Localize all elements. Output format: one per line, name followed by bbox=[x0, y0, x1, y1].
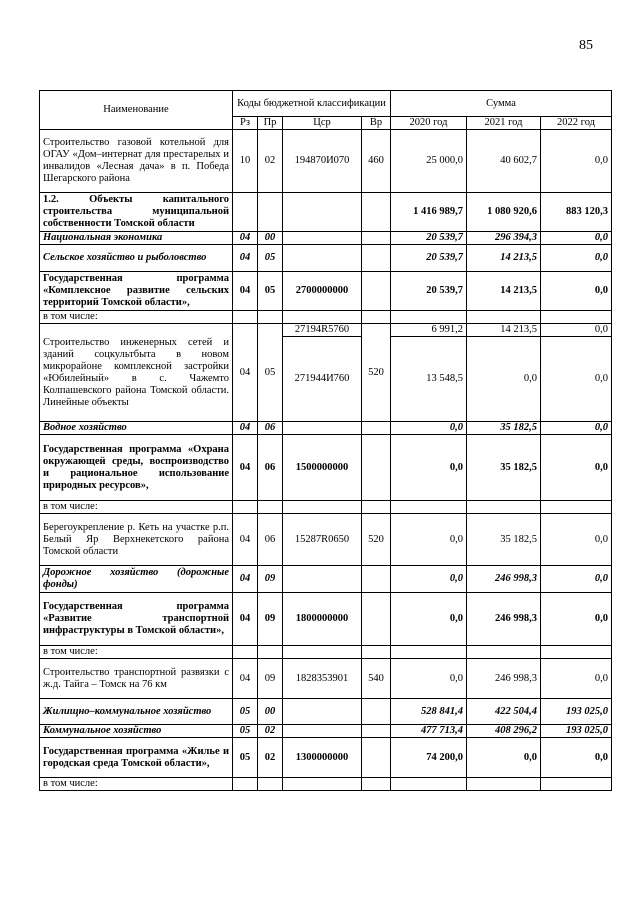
row-pr: 05 bbox=[258, 324, 283, 422]
row-name: Сельское хозяйство и рыболовство bbox=[40, 245, 233, 272]
row-rz: 10 bbox=[233, 130, 258, 193]
row-name: в том числе: bbox=[40, 646, 233, 659]
row-name: в том числе: bbox=[40, 311, 233, 324]
header-rz: Рз bbox=[233, 117, 258, 130]
row-2020: 528 841,4 bbox=[391, 699, 467, 725]
row-2022: 0,0 bbox=[541, 245, 612, 272]
row-2020: 20 539,7 bbox=[391, 245, 467, 272]
row-tsr bbox=[283, 422, 362, 435]
header-2021: 2021 год bbox=[467, 117, 541, 130]
row-pr: 09 bbox=[258, 593, 283, 646]
table-row bbox=[40, 699, 612, 725]
row-pr: 02 bbox=[258, 130, 283, 193]
row-name: Жилищно–коммунальное хозяйство bbox=[40, 699, 233, 725]
row-2020: 13 548,5 bbox=[391, 337, 467, 422]
row-vr: 520 bbox=[362, 324, 391, 422]
table-row bbox=[40, 311, 612, 324]
table-row bbox=[40, 324, 612, 337]
row-pr bbox=[258, 193, 283, 232]
header-2022: 2022 год bbox=[541, 117, 612, 130]
row-2022: 0,0 bbox=[541, 593, 612, 646]
row-name: Водное хозяйство bbox=[40, 422, 233, 435]
row-tsr bbox=[283, 725, 362, 738]
header-2020: 2020 год bbox=[391, 117, 467, 130]
row-tsr bbox=[283, 232, 362, 245]
row-2021: 246 998,3 bbox=[467, 593, 541, 646]
row-2021: 14 213,5 bbox=[467, 324, 541, 337]
row-2021: 35 182,5 bbox=[467, 422, 541, 435]
table-row bbox=[40, 725, 612, 738]
table-row bbox=[40, 272, 612, 311]
row-2022: 0,0 bbox=[541, 337, 612, 422]
row-2022: 0,0 bbox=[541, 738, 612, 778]
row-tsr: 27194R5760 bbox=[283, 324, 362, 337]
row-tsr: 271944И760 bbox=[283, 337, 362, 422]
row-vr bbox=[362, 232, 391, 245]
row-2022: 0,0 bbox=[541, 514, 612, 566]
page-number: 85 bbox=[579, 38, 593, 53]
row-2020: 20 539,7 bbox=[391, 272, 467, 311]
row-2020: 74 200,0 bbox=[391, 738, 467, 778]
table-row bbox=[40, 422, 612, 435]
table-row bbox=[40, 646, 612, 659]
row-tsr: 15287R0650 bbox=[283, 514, 362, 566]
row-2022: 193 025,0 bbox=[541, 699, 612, 725]
row-vr bbox=[362, 738, 391, 778]
row-tsr bbox=[283, 245, 362, 272]
row-pr: 09 bbox=[258, 659, 283, 699]
row-name: Государственная программа «Комплексное развитие сельских территорий Томской области», bbox=[40, 272, 233, 311]
row-2022: 0,0 bbox=[541, 422, 612, 435]
row-2021: 1 080 920,6 bbox=[467, 193, 541, 232]
row-vr bbox=[362, 422, 391, 435]
row-2022: 0,0 bbox=[541, 435, 612, 501]
row-2022: 0,0 bbox=[541, 566, 612, 593]
row-pr: 09 bbox=[258, 566, 283, 593]
table-row bbox=[40, 245, 612, 272]
table-row bbox=[40, 514, 612, 566]
row-2021: 408 296,2 bbox=[467, 725, 541, 738]
row-tsr: 1828353901 bbox=[283, 659, 362, 699]
row-rz: 05 bbox=[233, 738, 258, 778]
row-2021: 246 998,3 bbox=[467, 659, 541, 699]
row-name: Национальная экономика bbox=[40, 232, 233, 245]
table-row bbox=[40, 593, 612, 646]
row-name: Государственная программа «Охрана окружающей среды, воспроизводство и рациональное использование природных ресурсов», bbox=[40, 435, 233, 501]
row-2022: 0,0 bbox=[541, 130, 612, 193]
row-2020: 1 416 989,7 bbox=[391, 193, 467, 232]
row-2021: 422 504,4 bbox=[467, 699, 541, 725]
table-row bbox=[40, 435, 612, 501]
row-name: Строительство газовой котельной для ОГАУ «Дом–интернат для престарелых и инвалидов «Лесная дача» в п. Победа Шегарского района bbox=[40, 130, 233, 193]
row-2021: 35 182,5 bbox=[467, 514, 541, 566]
row-tsr: 1500000000 bbox=[283, 435, 362, 501]
row-vr bbox=[362, 272, 391, 311]
row-rz: 04 bbox=[233, 514, 258, 566]
row-rz: 04 bbox=[233, 435, 258, 501]
row-2020: 20 539,7 bbox=[391, 232, 467, 245]
row-vr: 460 bbox=[362, 130, 391, 193]
row-rz: 04 bbox=[233, 272, 258, 311]
row-rz: 04 bbox=[233, 659, 258, 699]
row-2020: 0,0 bbox=[391, 514, 467, 566]
row-tsr: 1800000000 bbox=[283, 593, 362, 646]
row-tsr: 2700000000 bbox=[283, 272, 362, 311]
table-row bbox=[40, 566, 612, 593]
header-vr: Вр bbox=[362, 117, 391, 130]
row-rz: 04 bbox=[233, 232, 258, 245]
row-name: в том числе: bbox=[40, 501, 233, 514]
row-rz: 04 bbox=[233, 593, 258, 646]
row-vr bbox=[362, 593, 391, 646]
header-name: Наименование bbox=[40, 91, 233, 130]
row-name: Строительство инженерных сетей и зданий соцкультбыта в новом микрорайоне комплексной застройки «Юбилейный» в с. Чажемто Колпашевского района Томской области. Линейные объекты bbox=[40, 324, 233, 422]
row-vr: 540 bbox=[362, 659, 391, 699]
row-vr bbox=[362, 245, 391, 272]
row-rz: 05 bbox=[233, 725, 258, 738]
row-2021: 14 213,5 bbox=[467, 272, 541, 311]
table-row bbox=[40, 738, 612, 778]
row-vr bbox=[362, 699, 391, 725]
table-row bbox=[40, 130, 612, 193]
row-2022: 0,0 bbox=[541, 659, 612, 699]
row-2021: 0,0 bbox=[467, 738, 541, 778]
row-2021: 40 602,7 bbox=[467, 130, 541, 193]
row-tsr: 194870И070 bbox=[283, 130, 362, 193]
row-name: Строительство транспортной развязки с ж.д. Тайга – Томск на 76 км bbox=[40, 659, 233, 699]
row-2020: 6 991,2 bbox=[391, 324, 467, 337]
row-pr: 00 bbox=[258, 232, 283, 245]
row-2022: 0,0 bbox=[541, 272, 612, 311]
row-2021: 0,0 bbox=[467, 337, 541, 422]
row-2022: 883 120,3 bbox=[541, 193, 612, 232]
row-2020: 0,0 bbox=[391, 659, 467, 699]
row-2020: 0,0 bbox=[391, 593, 467, 646]
row-tsr: 1300000000 bbox=[283, 738, 362, 778]
row-2022: 0,0 bbox=[541, 232, 612, 245]
row-vr bbox=[362, 435, 391, 501]
header-tsr: Цср bbox=[283, 117, 362, 130]
row-name: Дорожное хозяйство (дорожные фонды) bbox=[40, 566, 233, 593]
row-vr bbox=[362, 725, 391, 738]
row-pr: 06 bbox=[258, 422, 283, 435]
row-2020: 0,0 bbox=[391, 566, 467, 593]
row-pr: 02 bbox=[258, 725, 283, 738]
row-vr: 520 bbox=[362, 514, 391, 566]
row-tsr bbox=[283, 699, 362, 725]
table-row bbox=[40, 501, 612, 514]
row-name: в том числе: bbox=[40, 778, 233, 791]
row-2022: 0,0 bbox=[541, 324, 612, 337]
row-2021: 35 182,5 bbox=[467, 435, 541, 501]
row-rz: 05 bbox=[233, 699, 258, 725]
row-2020: 0,0 bbox=[391, 422, 467, 435]
row-rz: 04 bbox=[233, 422, 258, 435]
row-rz bbox=[233, 193, 258, 232]
row-name: Государственная программа «Развитие транспортной инфраструктуры в Томской области», bbox=[40, 593, 233, 646]
row-vr bbox=[362, 193, 391, 232]
row-rz: 04 bbox=[233, 566, 258, 593]
row-tsr bbox=[283, 193, 362, 232]
table-row bbox=[40, 232, 612, 245]
table-row bbox=[40, 778, 612, 791]
row-2020: 25 000,0 bbox=[391, 130, 467, 193]
row-pr: 06 bbox=[258, 435, 283, 501]
row-pr: 02 bbox=[258, 738, 283, 778]
header-pr: Пр bbox=[258, 117, 283, 130]
row-rz: 04 bbox=[233, 324, 258, 422]
row-2021: 246 998,3 bbox=[467, 566, 541, 593]
table-row bbox=[40, 193, 612, 232]
table-row bbox=[40, 659, 612, 699]
row-name: 1.2. Объекты капитального строительства муниципальной собственности Томской области bbox=[40, 193, 233, 232]
row-pr: 05 bbox=[258, 272, 283, 311]
row-rz: 04 bbox=[233, 245, 258, 272]
row-pr: 00 bbox=[258, 699, 283, 725]
row-name: Берегоукрепление р. Кеть на участке р.п. Белый Яр Верхнекетского района Томской области bbox=[40, 514, 233, 566]
row-2020: 0,0 bbox=[391, 435, 467, 501]
row-tsr bbox=[283, 566, 362, 593]
row-name: Государственная программа «Жилье и городская среда Томской области», bbox=[40, 738, 233, 778]
row-2020: 477 713,4 bbox=[391, 725, 467, 738]
header-codes: Коды бюджетной классификации bbox=[233, 91, 391, 117]
row-vr bbox=[362, 566, 391, 593]
header-sum: Сумма bbox=[391, 91, 612, 117]
row-2022: 193 025,0 bbox=[541, 725, 612, 738]
budget-table bbox=[39, 90, 612, 791]
row-pr: 05 bbox=[258, 245, 283, 272]
row-2021: 14 213,5 bbox=[467, 245, 541, 272]
row-name: Коммунальное хозяйство bbox=[40, 725, 233, 738]
row-2021: 296 394,3 bbox=[467, 232, 541, 245]
row-pr: 06 bbox=[258, 514, 283, 566]
